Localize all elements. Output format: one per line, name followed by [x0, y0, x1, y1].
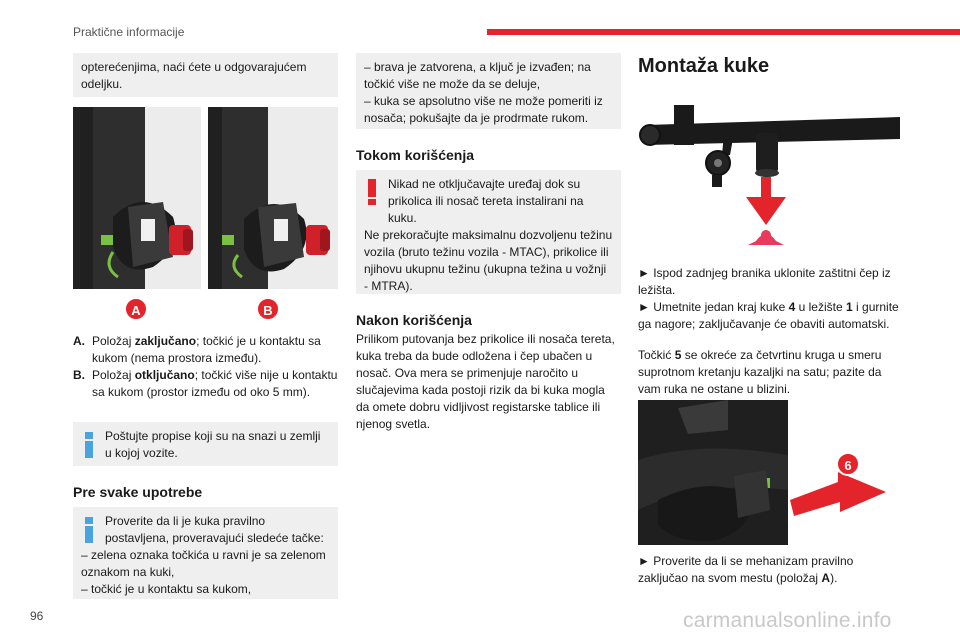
- warning-box: [356, 170, 621, 294]
- info-box-checks: [73, 507, 338, 599]
- page-header-title: Praktične informacije: [73, 25, 185, 39]
- step-wheel-pre: Točkić: [638, 348, 675, 362]
- step-wheel-post: se okreće za četvrtinu kruga u smeru suprotnom kretanju kazaljki na satu; pazite da vam ruka ne ostane u blizini.: [638, 348, 882, 396]
- legend-item-b-pre: Položaj: [92, 368, 135, 382]
- after-use-text: Prilikom putovanja bez prikolice ili nosača tereta, kuka treba da bude odložena i čep ubačen u nosač. Ova mera se primenjuje naročito u slučajevima kada postoji rizik da bi kuka mogla da omete dobru vidljivost registarske tablice ili njenog svetla.: [356, 332, 615, 431]
- warning-line-2: Ne prekoračujte maksimalnu dozvoljenu težinu vozila (bruto težinu vozila - MTAC), prikolice ili njihovu ukupnu težinu (ukupna težina u vožnji - MTRA).: [364, 228, 613, 293]
- bumper-cap-illustration: [638, 95, 903, 260]
- illustration-remove-cap: [638, 95, 903, 260]
- legend-item-a: [73, 333, 338, 367]
- hitch-locked-illustration: [73, 107, 201, 289]
- legend-item-b-bold: otključano: [134, 368, 195, 382]
- section-title-during-use: Tokom korišćenja: [356, 147, 475, 163]
- step-insert-ref-1: 1: [846, 300, 853, 314]
- checks-continuation-box: [356, 53, 621, 129]
- info-icon: [85, 517, 93, 543]
- check-line-2: – točkić je u kontaktu sa kukom,: [81, 582, 252, 596]
- info-note-text: Poštujte propise koji su na snazi u zemlji u kojoj vozite.: [105, 429, 321, 460]
- watermark: carmanualsonline.info: [683, 609, 892, 632]
- step-insert-hitch: [638, 299, 903, 333]
- step-check-locked: [638, 553, 903, 587]
- hitch-unlocked-illustration: [208, 107, 338, 289]
- photo-wheel-rotation: [638, 400, 788, 545]
- legend-item-a-post: ; točkić je u kontaktu sa kukom (nema prostora između).: [92, 334, 321, 365]
- legend-item-a-pre: Položaj: [92, 334, 135, 348]
- check-line-3: – brava je zatvorena, a ključ je izvađen; na točkić više ne može da se deluje,: [364, 60, 591, 91]
- legend-item-a-label: A.: [73, 334, 85, 348]
- step-check-ref-a: A: [821, 571, 831, 585]
- photo-b-badge: B: [256, 297, 280, 321]
- continuation-text: opterećenjima, naći ćete u odgovarajućem odeljku.: [81, 60, 307, 91]
- check-intro: Proverite da li je kuka pravilno postavljena, proveravajući sledeće tačke:: [105, 514, 324, 545]
- wheel-rotation-illustration: [638, 400, 788, 545]
- header-accent-bar: [487, 29, 960, 35]
- info-note-regulations: [73, 422, 338, 466]
- step-check-post: ).: [830, 571, 838, 585]
- check-line-1: – zelena oznaka točkića u ravni je sa zelenom oznakom na kuki,: [81, 548, 326, 579]
- photo-6-badge: 6: [836, 452, 860, 476]
- legend-item-b-post: ; točkić više nije u kontaktu sa kukom (prostor između od oko 5 mm).: [92, 368, 338, 399]
- continuation-box: [73, 53, 338, 97]
- step-wheel-turns: [638, 347, 903, 398]
- step-check-pre: ► Proverite da li se mehanizam pravilno zaključao na svom mestu (položaj: [638, 554, 854, 585]
- photo-unlocked-position: [208, 107, 338, 289]
- step-insert-post: i gurnite ga nagore; zaključavanje će obaviti automatski.: [638, 300, 899, 331]
- section-title-after-use: Nakon korišćenja: [356, 312, 472, 328]
- section-title-before-use: Pre svake upotrebe: [73, 484, 203, 500]
- step-remove-cap: ► Ispod zadnjeg branika uklonite zaštitni čep iz ležišta.: [638, 266, 891, 297]
- warning-line-1: Nikad ne otključavajte uređaj dok su prikolica ili nosač tereta instalirani na kuku.: [388, 177, 584, 225]
- photo-a-badge: A: [124, 297, 148, 321]
- check-line-4: – kuka se apsolutno više ne može pomeriti iz nosača; pokušajte da je prodrmate rukom.: [364, 94, 603, 125]
- info-icon: [85, 432, 93, 458]
- photo-locked-position: [73, 107, 201, 289]
- legend-item-b-label: B.: [73, 368, 85, 382]
- step-insert-ref-4: 4: [788, 300, 796, 314]
- page-number: 96: [30, 609, 44, 623]
- section-title-mounting: Montaža kuke: [638, 55, 770, 77]
- legend-item-b: [73, 367, 338, 401]
- warning-icon: [368, 179, 376, 205]
- step-wheel-ref-5: 5: [674, 348, 682, 362]
- step-insert-pre: ► Umetnite jedan kraj kuke: [638, 300, 789, 314]
- step-insert-mid: u ležište: [795, 300, 846, 314]
- legend-item-a-bold: zaključano: [134, 334, 197, 348]
